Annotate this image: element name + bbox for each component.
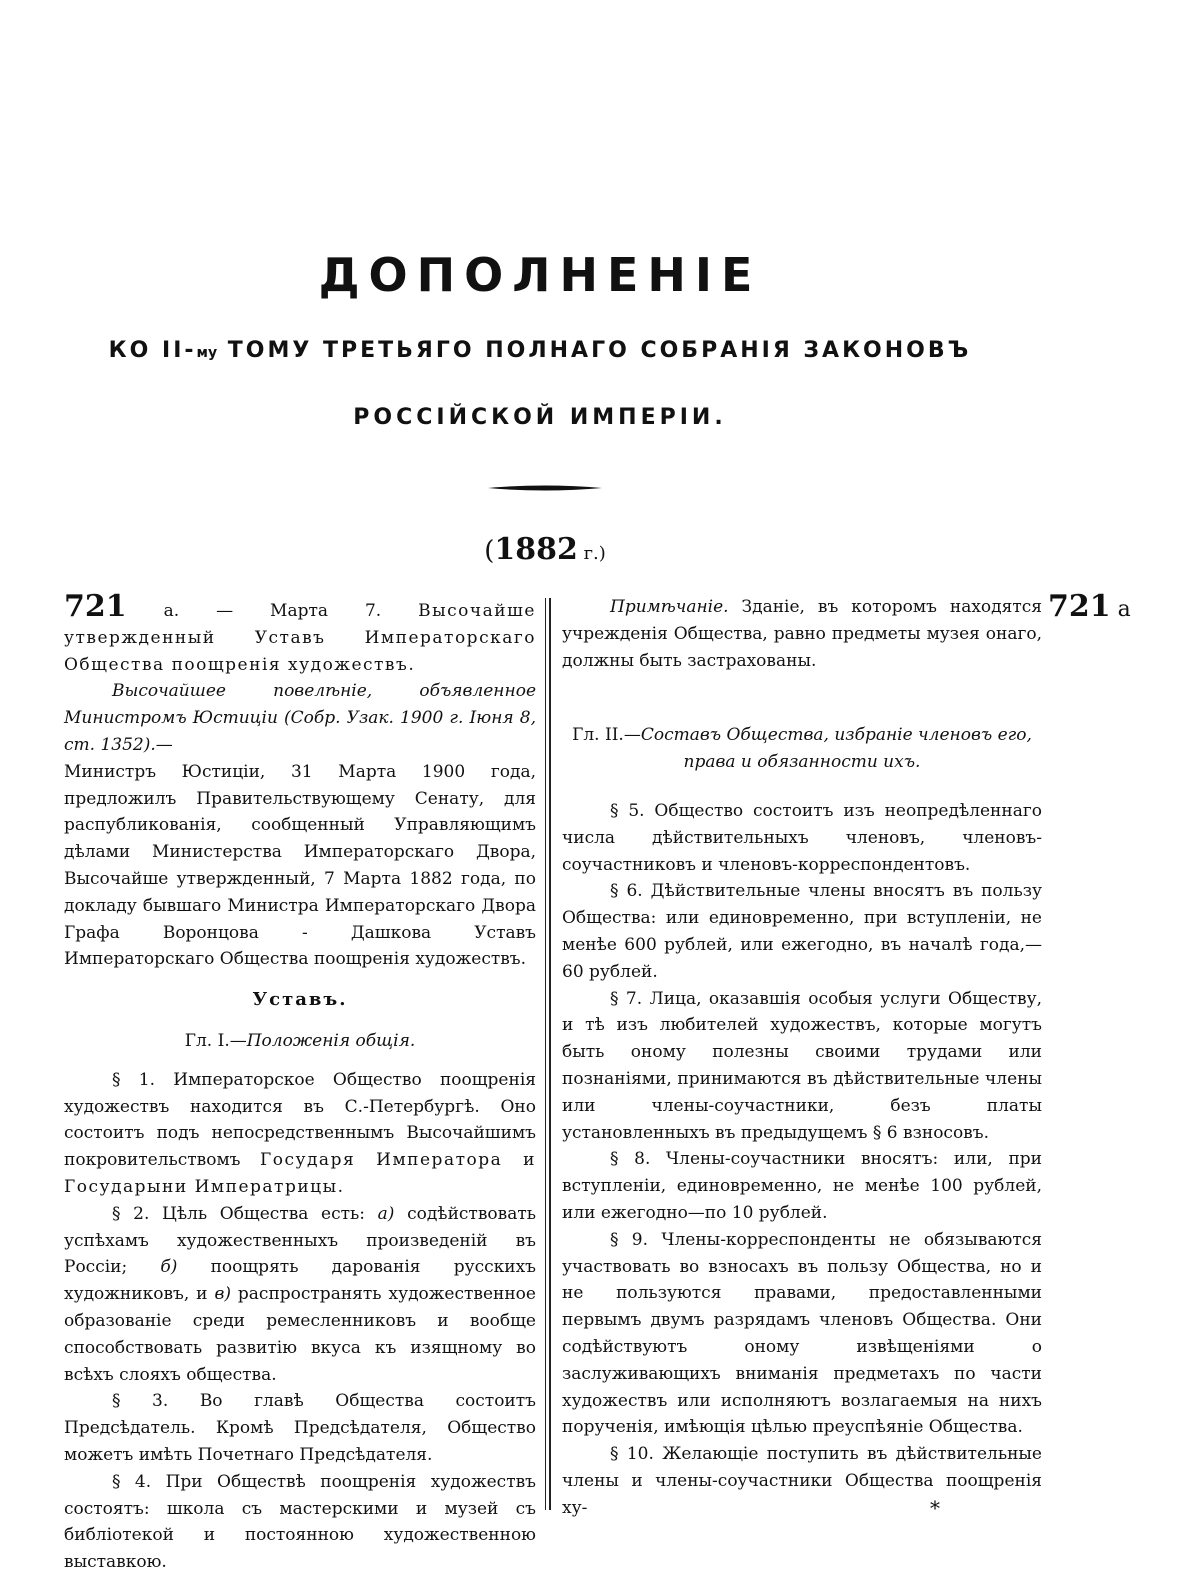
decree-italic: Высочайшее повелѣніе, объявленное Министромъ Юстиціи (Собр. Узак. 1900 г. Іюня 8, ст. 1352).— [64,681,536,755]
page-subtitle [0,338,1080,363]
section-5: § 5. Общество состоитъ изъ неопредѣленнаго числа дѣйствительныхъ членовъ, членовъ-соучастниковъ и членовъ-корреспондентовъ. [562,800,1042,875]
chapter-1-prefix: Гл. I.— [184,1030,247,1051]
section-6: § 6. Дѣйствительные члены вносятъ въ пользу Общества: или единовременно, при вступленіи, не менѣе 600 рублей, или ежегодно, въ началѣ года,— 60 рублей. [562,881,1042,982]
section-2-part-a: § 2. Цѣль Общества есть: [112,1203,378,1224]
page-subtitle-2: РОССІЙСКОЙ ИМПЕРІИ. [353,405,727,430]
article-intro: а. — Марта 7. [126,601,419,621]
year-heading [0,532,1090,567]
year-suffix: г.) [577,543,606,564]
chapter-2-prefix: Гл. II.— [572,725,641,746]
page-title: ДОПОЛНЕНІЕ [318,248,762,302]
signature-mark: * [930,1496,940,1520]
note-body: Зданіе, въ которомъ находятся учрежденія Общества, равно предметы музея онаго, должны быть застрахованы. [562,597,1042,671]
section-2 [64,1201,536,1389]
column-divider-second [550,598,551,1510]
year-number: 1882 [494,532,578,567]
margin-article-number [1048,589,1131,624]
subtitle-rest: ТОМУ ТРЕТЬЯГО ПОЛНАГО СОБРАНІЯ ЗАКОНОВЪ [217,338,972,363]
decree-citation [64,678,536,758]
chapter-1-heading [64,1028,536,1055]
article-title: Высочайше утвержденный Уставъ Императорскаго Общества поощренія художествъ. [64,601,536,675]
left-column [64,589,537,1576]
ustav-heading-text: Уставъ. [252,989,348,1011]
section-1-sovereign: Государя Императора и Государыни Императрицы. [64,1150,537,1197]
article-721a-heading [64,589,536,678]
section-9: § 9. Члены-корреспонденты не обязываются участвовать во взносахъ въ пользу Общества, но и не пользуются правами, предоставленными первымъ двумъ разрядамъ членовъ Общества. Они содѣйствуютъ оному извѣщеніями о заслуживающихъ вниманія предметахъ по части художествъ или исполняютъ возлагаемыя на нихъ порученія, имѣющія цѣлью преуспѣяніе Общества. [562,1229,1042,1438]
section-7: § 7. Лица, оказавшія особыя услуги Обществу, и тѣ изъ любителей художествъ, которые могутъ быть оному полезны своими трудами или познаніями, принимаются въ дѣйствительные члены или члены-соучастники, безъ платы установленныхъ въ предыдущемъ § 6 взносовъ. [562,988,1042,1143]
section-2-letter-c: в) [214,1284,231,1305]
margin-number: 721 [1048,589,1111,624]
chapter-2-heading [562,722,1042,776]
subtitle-ko: КО II- [108,338,197,363]
spacer [562,674,1042,714]
year-open-paren: ( [484,536,495,566]
column-divider [545,598,546,1510]
ustav-heading [64,987,536,1014]
decree-body: Министръ Юстиціи, 31 Марта 1900 года, предложилъ Правительствующему Сенату, для распубликованія, сообщенный Управляющимъ дѣлами Министерства Императорскаго Двора, Высочайше утвержденный, 7 Марта 1882 года, по докладу бывшаго Министра Императорскаго Двора Графа Воронцова - Дашкова Уставъ Императорскаго Общества поощренія художествъ. [64,761,536,970]
ornamental-rule [488,484,602,492]
note-label: Примѣчаніе. [610,597,729,617]
article-number: 721 [64,589,127,624]
note [562,594,1042,674]
section-2-part-c: поощрять дарованія русскихъ художниковъ, и [64,1257,536,1305]
section-8: § 8. Члены-соучастники вносятъ: или, при вступленіи, единовременно, не менѣе 100 рублей, или ежегодно—по 10 рублей. [562,1149,1042,1223]
section-4: § 4. При Обществѣ поощренія художествъ состоятъ: школа съ мастерскими и музей съ библіотекой и постоянною художественною выставкою. [64,1471,536,1573]
section-1 [64,1067,536,1201]
right-column [562,594,1042,1522]
margin-letter: а [1110,597,1131,622]
chapter-1-title: Положенія общія. [246,1030,416,1051]
section-2-letter-a: а) [377,1203,395,1224]
section-1-text: § 1. Императорское Общество поощренія художествъ находится въ С.-Петербургѣ. Оно состоитъ подъ непосредственнымъ Высочайшимъ покровительствомъ [64,1069,536,1171]
chapter-2-title: Составъ Общества, избраніе членовъ его, права и обязанности ихъ. [640,725,1032,773]
subtitle-superscript: му [196,345,218,361]
section-3: § 3. Во главѣ Общества состоитъ Предсѣдатель. Кромѣ Предсѣдателя, Общество можетъ имѣть Почетнаго Предсѣдателя. [64,1391,536,1465]
section-10: § 10. Желающіе поступить въ дѣйствительные члены и члены-соучастники Общества поощренія ху- [562,1444,1042,1518]
section-2-part-b: содѣйствовать успѣхамъ художественныхъ произведеній въ Россіи; [64,1203,536,1278]
section-2-part-d: распространять художественное образованіе среди ремесленниковъ и вообще способствовать развитію вкуса къ изящному во всѣхъ слояхъ общества. [64,1284,536,1385]
section-2-letter-b: б) [160,1257,178,1278]
